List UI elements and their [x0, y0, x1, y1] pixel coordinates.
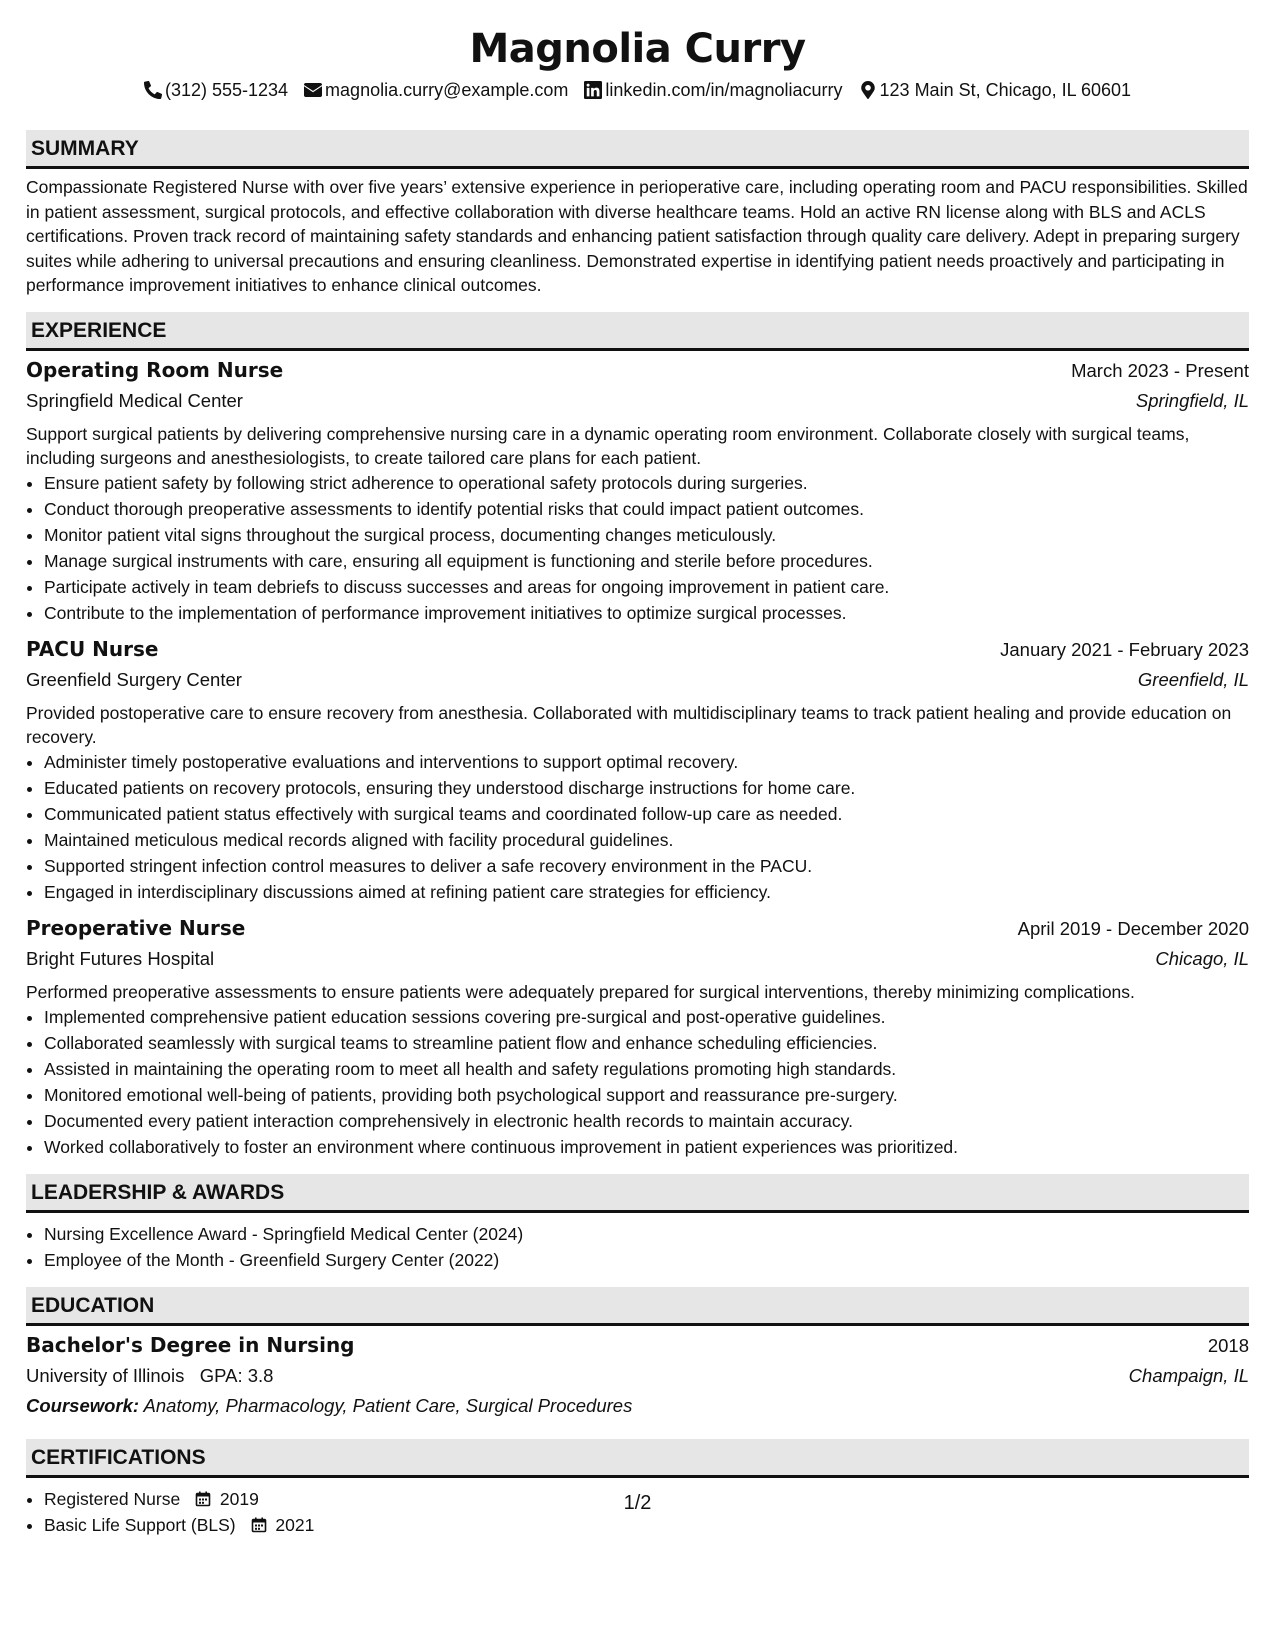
- job-title: Operating Room Nurse: [26, 357, 284, 382]
- coursework-label: Coursework:: [26, 1394, 140, 1416]
- job-dates: January 2021 - February 2023: [1000, 638, 1249, 660]
- list-item: • Implemented comprehensive patient education sessions covering pre-surgical and post-operative guidelines.: [44, 1004, 1249, 1030]
- job-entry: [26, 355, 1249, 626]
- cert-year: 2019: [219, 1488, 259, 1509]
- job-description: Support surgical patients by delivering comprehensive nursing care in a dynamic operating room environment. Collaborate closely with surgical teams, including surgeons and anesthesiologists, to create tailored care plans for each patient.: [26, 423, 1190, 468]
- list-item: • Monitor patient vital signs throughout the surgical process, documenting changes meticulously.: [44, 522, 1249, 548]
- coursework: [26, 1391, 1249, 1421]
- list-item: • Nursing Excellence Award - Springfield Medical Center (2024): [44, 1221, 1249, 1247]
- envelope-icon: [304, 81, 322, 99]
- education-header: EDUCATION: [26, 1287, 1249, 1326]
- list-item: • Communicated patient status effectively with surgical teams and coordinated follow-up care as needed.: [44, 801, 1249, 827]
- address-text: 123 Main St, Chicago, IL 60601: [879, 80, 1132, 100]
- list-item: • Engaged in interdisciplinary discussions aimed at refining patient care strategies for efficiency.: [44, 879, 1249, 905]
- cert-name: Basic Life Support (BLS): [44, 1514, 236, 1535]
- list-item: • Administer timely postoperative evaluations and interventions to support optimal recovery.: [44, 749, 1249, 775]
- contact-email[interactable]: [304, 78, 568, 102]
- list-item: • Supported stringent infection control measures to deliver a safe recovery environment in the PACU.: [44, 853, 1249, 879]
- email-text: magnolia.curry@example.com: [325, 80, 569, 100]
- job-bullets: [26, 470, 1249, 626]
- map-pin-icon: [859, 81, 877, 99]
- job-dates: April 2019 - December 2020: [1017, 917, 1249, 939]
- phone-icon: [144, 81, 162, 99]
- gpa: GPA: 3.8: [199, 1364, 274, 1386]
- summary-text: Compassionate Registered Nurse with over five years’ extensive experience in perioperative care, including operating room and PACU responsibilities. Skilled in patient assessment, surgical protocols, and effective collaboration with diverse healthcare teams. Hold an active RN license along with BLS and ACLS certifications. Proven track record of maintaining safety standards and enhancing patient satisfaction through quality care delivery. Adept in preparing surgery suites while adhering to universal precautions and ensuring cleanliness. Demonstrated expertise in identifying patient needs proactively and participating in performance improvement initiatives to enhance clinical outcomes.: [26, 177, 1248, 295]
- awards-header: LEADERSHIP & AWARDS: [26, 1174, 1249, 1213]
- list-item: • Educated patients on recovery protocols, ensuring they understood discharge instructions for home care.: [44, 775, 1249, 801]
- list-item: • Ensure patient safety by following strict adherence to operational safety protocols during surgeries.: [44, 470, 1249, 496]
- job-bullets: [26, 749, 1249, 905]
- contact-bar: [26, 78, 1249, 102]
- calendar-icon: [251, 1517, 267, 1533]
- job-employer: Greenfield Surgery Center: [26, 668, 242, 690]
- list-item: • Participate actively in team debriefs to discuss successes and areas for ongoing improvement in patient care.: [44, 574, 1249, 600]
- job-location: Chicago, IL: [1155, 947, 1249, 969]
- job-entry: [26, 913, 1249, 1160]
- coursework-list: Anatomy, Pharmacology, Patient Care, Surgical Procedures: [143, 1394, 633, 1416]
- job-description: Performed preoperative assessments to ensure patients were adequately prepared for surgical interventions, thereby minimizing complications.: [26, 981, 1135, 1002]
- summary-header: SUMMARY: [26, 130, 1249, 169]
- job-employer: Springfield Medical Center: [26, 389, 243, 411]
- resume-page: [26, 0, 1249, 1538]
- job-description: Provided postoperative care to ensure recovery from anesthesia. Collaborated with multidisciplinary teams to track patient healing and provide education on recovery.: [26, 702, 1232, 747]
- education-entry: [26, 1330, 1249, 1421]
- list-item: • Assisted in maintaining the operating room to meet all health and safety regulations promoting high standards.: [44, 1056, 1249, 1082]
- list-item: • Documented every patient interaction comprehensively in electronic health records to maintain accuracy.: [44, 1108, 1249, 1134]
- list-item: • Employee of the Month - Greenfield Surgery Center (2022): [44, 1247, 1249, 1273]
- school-name: University of Illinois: [26, 1364, 185, 1386]
- list-item: • Worked collaboratively to foster an environment where continuous improvement in patient experiences was prioritized.: [44, 1134, 1249, 1160]
- linkedin-icon: [584, 81, 602, 99]
- contact-address: [859, 78, 1132, 102]
- degree-title: Bachelor's Degree in Nursing: [26, 1332, 355, 1357]
- job-location: Springfield, IL: [1135, 389, 1249, 411]
- job-dates: March 2023 - Present: [1071, 359, 1249, 381]
- awards-list: [26, 1221, 1249, 1273]
- cert-name: Registered Nurse: [44, 1488, 181, 1509]
- list-item: • Conduct thorough preoperative assessments to identify potential risks that could impact patient outcomes.: [44, 496, 1249, 522]
- linkedin-text: linkedin.com/in/magnoliacurry: [605, 80, 843, 100]
- list-item: • Manage surgical instruments with care, ensuring all equipment is functioning and sterile before procedures.: [44, 548, 1249, 574]
- graduation-year: 2018: [1207, 1334, 1249, 1356]
- list-item: • Maintained meticulous medical records aligned with facility procedural guidelines.: [44, 827, 1249, 853]
- experience-header: EXPERIENCE: [26, 312, 1249, 351]
- contact-phone: [144, 78, 288, 102]
- list-item: • Collaborated seamlessly with surgical teams to streamline patient flow and enhance scheduling efficiencies.: [44, 1030, 1249, 1056]
- cert-year: 2021: [275, 1514, 315, 1535]
- job-bullets: [26, 1004, 1249, 1160]
- job-title: Preoperative Nurse: [26, 915, 246, 940]
- candidate-name: Magnolia Curry: [469, 26, 806, 72]
- list-item: [44, 1512, 1249, 1538]
- job-employer: Bright Futures Hospital: [26, 947, 215, 969]
- job-title: PACU Nurse: [26, 636, 159, 661]
- job-entry: [26, 634, 1249, 905]
- certifications-header: CERTIFICATIONS: [26, 1439, 1249, 1478]
- job-location: Greenfield, IL: [1137, 668, 1249, 690]
- list-item: • Monitored emotional well-being of patients, providing both psychological support and reassurance pre-surgery.: [44, 1082, 1249, 1108]
- school-location: Champaign, IL: [1128, 1364, 1249, 1386]
- phone-text: (312) 555-1234: [164, 80, 289, 100]
- list-item: • Contribute to the implementation of performance improvement initiatives to optimize surgical processes.: [44, 600, 1249, 626]
- contact-linkedin[interactable]: [584, 78, 842, 102]
- page-number: 1/2: [623, 1492, 652, 1514]
